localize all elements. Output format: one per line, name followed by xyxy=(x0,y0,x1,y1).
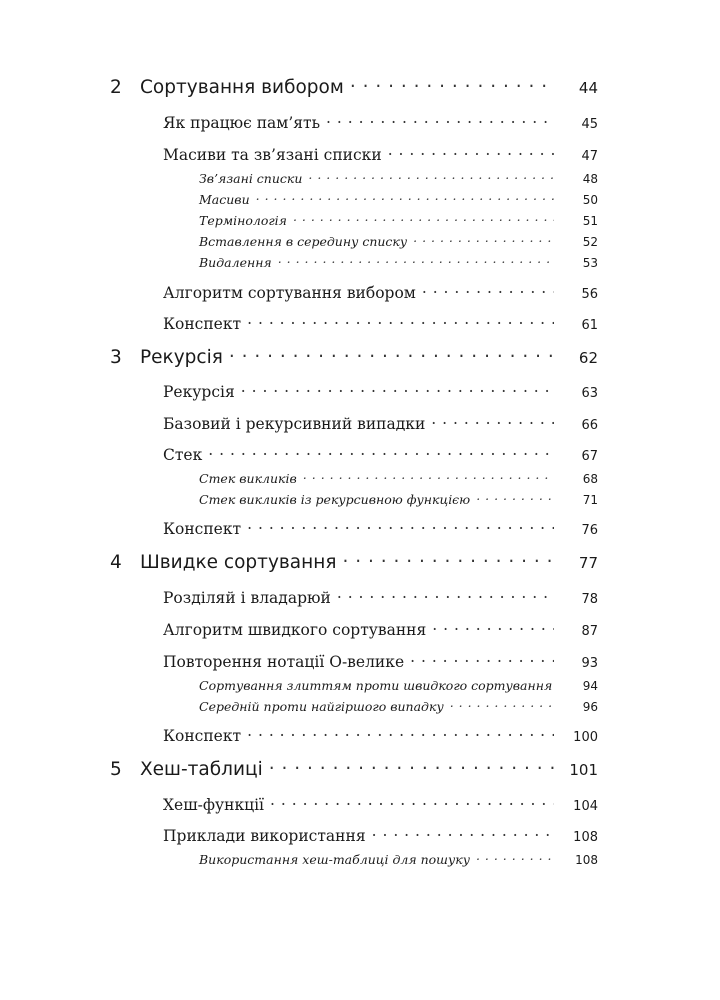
page-number: 53 xyxy=(582,255,598,270)
dot-leader xyxy=(269,756,554,775)
toc-section[interactable] xyxy=(163,651,598,671)
dot-leader xyxy=(342,549,554,568)
dot-leader xyxy=(278,254,554,267)
toc-subsection[interactable] xyxy=(199,491,598,507)
page-number: 78 xyxy=(581,591,598,607)
subsection-title: Стек викликів xyxy=(199,470,297,486)
chapter-number: 5 xyxy=(110,758,122,780)
dot-leader xyxy=(410,651,554,667)
toc-section[interactable] xyxy=(163,381,598,401)
toc-subsection[interactable] xyxy=(199,191,598,207)
section-title: Рекурсія xyxy=(163,382,235,401)
page-number: 67 xyxy=(581,448,598,464)
toc-chapter-5[interactable] xyxy=(110,756,598,780)
toc-subsection[interactable] xyxy=(199,470,598,486)
chapter-number: 2 xyxy=(110,76,122,98)
page-number: 71 xyxy=(582,492,598,507)
chapter-number: 3 xyxy=(110,346,122,368)
toc-subsection[interactable] xyxy=(199,254,598,270)
page-number: 47 xyxy=(581,148,598,164)
subsection-title: Видалення xyxy=(199,254,272,270)
subsection-title: Стек викликів із рекурсивною функцією xyxy=(199,491,471,507)
dot-leader xyxy=(337,587,554,603)
page-number: 68 xyxy=(582,471,598,486)
page-number: 50 xyxy=(582,192,598,207)
page-number: 51 xyxy=(582,213,598,228)
page-number: 108 xyxy=(575,852,598,867)
toc-section[interactable] xyxy=(163,444,598,464)
subsection-title: Сортування злиттям проти швидкого сортування xyxy=(199,677,553,693)
dot-leader xyxy=(431,413,554,429)
dot-leader xyxy=(247,518,554,534)
page-number: 44 xyxy=(578,78,598,97)
page-number: 108 xyxy=(573,829,598,845)
section-title: Повторення нотації О-велике xyxy=(163,652,405,671)
page-number: 48 xyxy=(582,171,598,186)
toc-section[interactable] xyxy=(163,518,598,538)
toc-section[interactable] xyxy=(163,413,598,433)
page-number: 45 xyxy=(581,116,598,132)
section-title: Конспект xyxy=(163,314,242,333)
toc-chapter-3[interactable] xyxy=(110,344,598,368)
section-title: Стек xyxy=(163,445,203,464)
subsection-title: Термінологія xyxy=(199,212,287,228)
toc-section[interactable] xyxy=(163,825,598,845)
dot-leader xyxy=(247,313,554,329)
dot-leader xyxy=(432,619,554,635)
page-number: 66 xyxy=(581,417,598,433)
dot-leader xyxy=(241,381,554,397)
page-number: 52 xyxy=(582,234,598,249)
dot-leader xyxy=(326,112,554,128)
dot-leader xyxy=(308,170,554,183)
page-number: 61 xyxy=(581,317,598,333)
section-title: Алгоритм швидкого сортування xyxy=(163,620,427,639)
section-title: Хеш-функції xyxy=(163,795,265,814)
dot-leader xyxy=(229,344,554,363)
dot-leader xyxy=(450,698,554,711)
page-number: 77 xyxy=(578,553,598,572)
dot-leader xyxy=(293,212,554,225)
toc-section[interactable] xyxy=(163,313,598,333)
section-title: Конспект xyxy=(163,519,242,538)
section-title: Як працює пам’ять xyxy=(163,113,321,132)
dot-leader xyxy=(270,794,554,810)
toc-chapter-2[interactable] xyxy=(110,74,598,98)
dot-leader xyxy=(422,282,554,298)
toc-chapter-4[interactable] xyxy=(110,549,598,573)
toc-subsection[interactable] xyxy=(199,677,598,693)
section-title: Конспект xyxy=(163,726,242,745)
toc-section[interactable] xyxy=(163,587,598,607)
dot-leader xyxy=(413,233,554,246)
chapter-title: Хеш-таблиці xyxy=(140,758,263,780)
toc-section[interactable] xyxy=(163,282,598,302)
page-number: 76 xyxy=(581,522,598,538)
chapter-title: Рекурсія xyxy=(140,346,223,368)
subsection-title: Масиви xyxy=(199,191,250,207)
toc-subsection[interactable] xyxy=(199,851,598,867)
dot-leader xyxy=(350,74,554,93)
section-title: Базовий і рекурсивний випадки xyxy=(163,414,426,433)
chapter-number: 4 xyxy=(110,551,122,573)
page-number: 94 xyxy=(582,678,598,693)
toc-subsection[interactable] xyxy=(199,212,598,228)
chapter-title: Швидке сортування xyxy=(140,551,337,573)
subsection-title: Середній проти найгіршого випадку xyxy=(199,698,444,714)
dot-leader xyxy=(476,491,554,504)
page-number: 101 xyxy=(569,760,598,779)
dot-leader xyxy=(372,825,554,841)
page-number: 96 xyxy=(582,699,598,714)
dot-leader xyxy=(247,725,554,741)
page-number: 104 xyxy=(573,798,598,814)
toc-section[interactable] xyxy=(163,725,598,745)
subsection-title: Вставлення в середину списку xyxy=(199,233,408,249)
section-title: Розділяй і владарюй xyxy=(163,588,331,607)
page-number: 93 xyxy=(581,655,598,671)
toc-subsection[interactable] xyxy=(199,698,598,714)
toc-subsection[interactable] xyxy=(199,233,598,249)
chapter-title: Сортування вибором xyxy=(140,76,344,98)
section-title: Приклади використання xyxy=(163,826,366,845)
page-number: 56 xyxy=(581,286,598,302)
subsection-title: Використання хеш-таблиці для пошуку xyxy=(199,851,470,867)
toc-section[interactable] xyxy=(163,619,598,639)
page-number: 63 xyxy=(581,385,598,401)
dot-leader xyxy=(476,851,554,864)
dot-leader xyxy=(388,144,554,160)
dot-leader xyxy=(303,470,554,483)
toc-section[interactable] xyxy=(163,112,598,132)
dot-leader xyxy=(256,191,554,204)
page-number: 62 xyxy=(578,348,598,367)
toc-section[interactable] xyxy=(163,144,598,164)
section-title: Алгоритм сортування вибором xyxy=(163,283,416,302)
subsection-title: Зв’язані списки xyxy=(199,170,303,186)
toc-section[interactable] xyxy=(163,794,598,814)
dot-leader xyxy=(208,444,554,460)
toc-subsection[interactable] xyxy=(199,170,598,186)
page-number: 87 xyxy=(581,623,598,639)
page-number: 100 xyxy=(573,729,598,745)
section-title: Масиви та зв’язані списки xyxy=(163,145,382,164)
